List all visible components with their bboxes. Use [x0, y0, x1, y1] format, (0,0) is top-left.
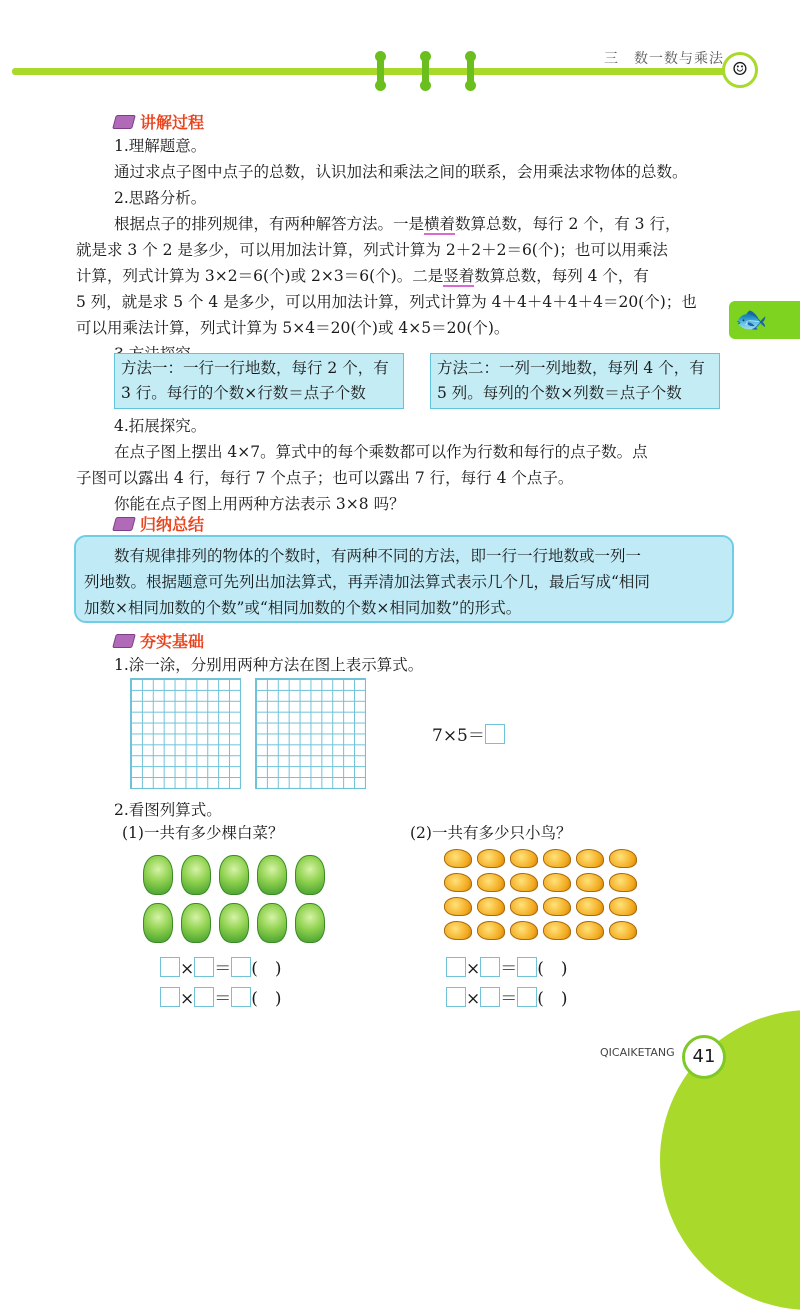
answer-box[interactable]	[160, 987, 180, 1007]
answer-box[interactable]	[446, 957, 466, 977]
answer-box[interactable]	[485, 724, 505, 744]
cabbage-icon	[219, 855, 249, 895]
dot-grid-left[interactable]	[130, 678, 241, 789]
equation-row: × ＝ ( )	[446, 984, 568, 1009]
bird-icon	[609, 897, 637, 916]
bird-icon	[609, 873, 637, 892]
summary-line: 数有规律排列的物体的个数时，有两种不同的方法，即一行一行地数或一列一	[114, 547, 642, 565]
answer-box[interactable]	[194, 987, 214, 1007]
item-1: 1.理解题意。	[114, 137, 207, 155]
binder-pin	[377, 55, 384, 87]
binder-pin	[422, 55, 429, 87]
cabbage-icon	[257, 855, 287, 895]
answer-box[interactable]	[194, 957, 214, 977]
expression: 7×5＝	[432, 721, 505, 746]
method-one-box: 方法一：一行一行地数，每行 2 个，有 3 行。每行的个数×行数＝点子个数	[114, 353, 404, 409]
section-heading-summary: 归纳总结	[114, 512, 204, 535]
paragraph-line: 5 列，就是求 5 个 4 是多少，可以用加法计算，列式计算为 4＋4＋4＋4＋4＝20(个)；也	[76, 293, 697, 311]
bird-icon	[477, 921, 505, 940]
question-2a: (1)一共有多少棵白菜？	[122, 824, 284, 842]
answer-box[interactable]	[446, 987, 466, 1007]
book-icon	[112, 634, 136, 648]
bird-icon	[510, 897, 538, 916]
summary-line: 加数×相同加数的个数”或“相同加数的个数×相同加数”的形式。	[84, 599, 522, 617]
summary-line: 列地数。根据题意可先列出加法算式，再弄清加法算式表示几个几，最后写成“相同	[84, 573, 650, 591]
cabbage-icon	[143, 855, 173, 895]
answer-box[interactable]	[480, 957, 500, 977]
bird-icon	[477, 897, 505, 916]
brand-text: QICAIKETANG	[600, 1046, 675, 1059]
question-2b: (2)一共有多少只小鸟？	[410, 824, 572, 842]
question-1: 1.涂一涂，分别用两种方法在图上表示算式。	[114, 656, 424, 674]
item-2: 2.思路分析。	[114, 189, 207, 207]
bird-icon	[576, 897, 604, 916]
answer-box[interactable]	[231, 987, 251, 1007]
corner-decoration	[660, 1010, 800, 1310]
item-4: 4.拓展探究。	[114, 417, 207, 435]
bird-icon	[576, 849, 604, 868]
bird-icon	[477, 849, 505, 868]
bird-icon	[543, 921, 571, 940]
bird-icon	[444, 921, 472, 940]
paragraph-line: 根据点子的排列规律，有两种解答方法。一是横着数算总数，每行 2 个，有 3 行，	[114, 215, 681, 233]
binder-pin	[467, 55, 474, 87]
underlined-text: 横着	[424, 215, 456, 233]
answer-box[interactable]	[231, 957, 251, 977]
cabbage-icon	[181, 855, 211, 895]
bird-icon	[576, 921, 604, 940]
answer-box[interactable]	[517, 987, 537, 1007]
answer-box[interactable]	[517, 957, 537, 977]
fish-icon: 🐟	[735, 305, 768, 335]
bird-icon	[510, 849, 538, 868]
bird-icon	[477, 873, 505, 892]
bird-icon	[609, 921, 637, 940]
paragraph-line: 计算，列式计算为 3×2＝6(个)或 2×3＝6(个)。二是竖着数算总数，每列 4 个，有	[76, 267, 649, 285]
bird-icon	[609, 849, 637, 868]
question-2: 2.看图列算式。	[114, 801, 222, 819]
bird-icon	[444, 849, 472, 868]
bird-icon	[510, 921, 538, 940]
paragraph-line: 可以用乘法计算，列式计算为 5×4＝20(个)或 4×5＝20(个)。	[76, 319, 510, 337]
dot-grid-right[interactable]	[255, 678, 366, 789]
kid-logo-icon: ☺	[722, 52, 758, 88]
cabbage-icon	[143, 903, 173, 943]
bird-icon	[444, 897, 472, 916]
bird-icon	[543, 897, 571, 916]
cabbage-icon	[257, 903, 287, 943]
paragraph-line: 子图可以露出 4 行，每行 7 个点子；也可以露出 7 行，每行 4 个点子。	[76, 469, 574, 487]
page-number: 41	[682, 1035, 726, 1079]
method-two-box: 方法二：一列一列地数，每列 4 个，有 5 列。每列的个数×列数＝点子个数	[430, 353, 720, 409]
bird-icon	[576, 873, 604, 892]
side-tab	[729, 301, 800, 339]
underlined-text: 竖着	[443, 267, 475, 285]
book-icon	[112, 517, 136, 531]
bird-icon	[543, 849, 571, 868]
answer-box[interactable]	[480, 987, 500, 1007]
book-icon	[112, 115, 136, 129]
paragraph-line: 就是求 3 个 2 是多少，可以用加法计算，列式计算为 2＋2＋2＝6(个)；也可以用乘法	[76, 241, 668, 259]
paragraph: 通过求点子图中点子的总数，认识加法和乘法之间的联系，会用乘法求物体的总数。	[114, 163, 688, 181]
paragraph-line: 你能在点子图上用两种方法表示 3×8 吗？	[114, 495, 405, 513]
section-heading-explain: 讲解过程	[114, 110, 204, 133]
section-heading-practice: 夯实基础	[114, 629, 204, 652]
paragraph-line: 在点子图上摆出 4×7。算式中的每个乘数都可以作为行数和每行的点子数。点	[114, 443, 648, 461]
bird-icon	[543, 873, 571, 892]
bird-icon	[444, 873, 472, 892]
chapter-title: 三 数一数与乘法	[604, 51, 724, 67]
cabbage-icon	[181, 903, 211, 943]
cabbage-icon	[295, 903, 325, 943]
cabbage-icon	[295, 855, 325, 895]
equation-row: × ＝ ( )	[446, 954, 568, 979]
bird-icon	[510, 873, 538, 892]
answer-box[interactable]	[160, 957, 180, 977]
cabbage-icon	[219, 903, 249, 943]
equation-row: × ＝ ( )	[160, 954, 282, 979]
equation-row: × ＝ ( )	[160, 984, 282, 1009]
